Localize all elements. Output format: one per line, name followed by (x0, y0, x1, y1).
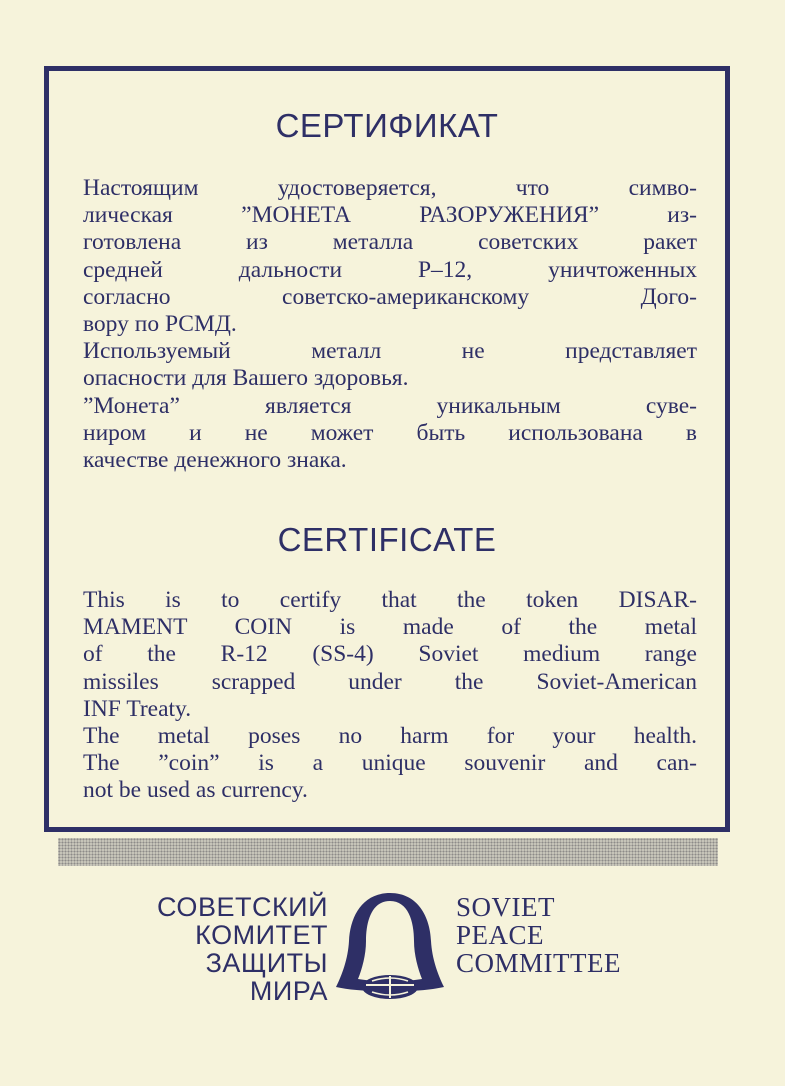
organization-name-russian (110, 893, 328, 1005)
body-ru-line: готовлена из металла советских ракет (83, 229, 697, 256)
certificate-frame (44, 66, 730, 832)
org-en-line: SOVIET (456, 892, 555, 922)
organization-name-english (456, 893, 686, 977)
body-en-line: of the R-12 (SS-4) Soviet medium range (83, 641, 697, 668)
title-russian: СЕРТИФИКАТ (275, 107, 499, 144)
body-ru-line: Используемый металл не представляет (83, 338, 697, 365)
organization-footer (0, 893, 785, 1013)
bell-emblem-icon (332, 889, 448, 1001)
title-english: CERTIFICATE (277, 521, 497, 558)
body-en-line: This is to certify that the token DISAR- (83, 587, 697, 613)
body-ru-line: качестве денежного знака. (83, 447, 347, 474)
org-en-line: COMMITTEE (456, 948, 621, 978)
body-ru-line: средней дальности Р–12, уничтоженных (83, 256, 697, 283)
body-en-line: not be used as currency. (83, 777, 308, 804)
org-en-line: PEACE (456, 920, 545, 950)
body-english (83, 587, 697, 805)
body-ru-line: Настоящим удостоверяется, что симво- (83, 175, 697, 201)
org-ru-line: ЗАЩИТЫ (205, 948, 328, 978)
body-en-line: missiles scrapped under the Soviet-American (83, 668, 697, 695)
body-en-line: INF Treaty. (83, 695, 192, 722)
body-ru-line: опасности для Вашего здоровья. (83, 365, 409, 392)
body-russian (83, 175, 697, 474)
body-ru-line: ”Монета” является уникальным суве- (83, 392, 697, 419)
body-en-line: The metal poses no harm for your health. (83, 723, 697, 750)
body-en-line: MAMENT COIN is made of the metal (83, 614, 697, 641)
body-ru-line: ниром и не может быть использована в (83, 419, 697, 446)
halftone-band (58, 838, 718, 866)
body-ru-line: вору по РСМД. (83, 311, 237, 338)
body-ru-line: лическая ”МОНЕТА РАЗОРУЖЕНИЯ” из- (83, 202, 697, 229)
body-en-line: The ”coin” is a unique souvenir and can- (83, 750, 697, 777)
body-ru-line: согласно советско-американскому Дого- (83, 283, 697, 310)
org-ru-line: МИРА (249, 976, 328, 1006)
org-ru-line: КОМИТЕТ (195, 920, 328, 950)
org-ru-line: СОВЕТСКИЙ (157, 892, 328, 922)
